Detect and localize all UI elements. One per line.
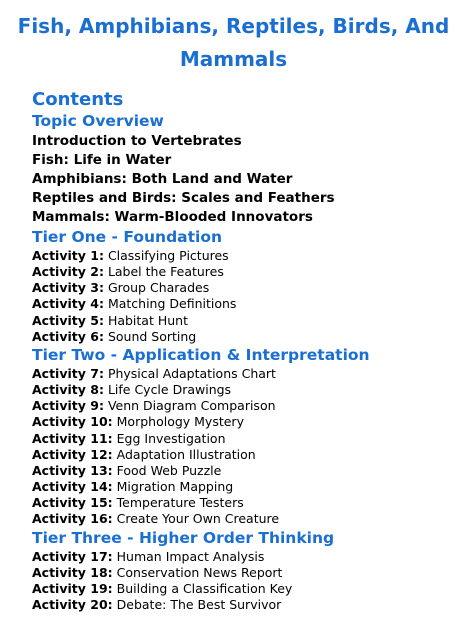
activity-number: Activity 19:	[32, 580, 113, 596]
activity-number: Activity 20:	[32, 596, 113, 612]
document-title-line-1: Fish, Amphibians, Reptiles, Birds, And	[17, 14, 450, 38]
topic-item: Amphibians: Both Land and Water	[32, 171, 293, 187]
activity-item	[32, 313, 462, 329]
activity-item	[32, 463, 462, 479]
activity-number: Activity 10:	[32, 414, 113, 430]
section-heading-tier-one: Tier One - Foundation	[32, 228, 223, 246]
activity-number: Activity 18:	[32, 564, 113, 580]
activity-item	[32, 414, 462, 430]
activity-name: Venn Diagram Comparison	[107, 398, 276, 414]
activity-name: Adaptation Illustration	[116, 446, 256, 462]
topic-item: Fish: Life in Water	[32, 152, 172, 168]
activity-name: Debate: The Best Survivor	[116, 596, 282, 612]
activity-number: Activity 12:	[32, 446, 113, 462]
topic-item: Introduction to Vertebrates	[32, 133, 242, 149]
activity-name: Physical Adaptations Chart	[107, 365, 276, 381]
activity-number: Activity 5:	[32, 312, 104, 328]
activity-number: Activity 16:	[32, 511, 113, 527]
activity-name: Temperature Testers	[116, 495, 244, 511]
activity-number: Activity 3:	[32, 280, 104, 296]
topic-list	[32, 132, 462, 227]
activity-item	[32, 447, 462, 463]
contents-heading: Contents	[32, 89, 124, 110]
activity-name: Life Cycle Drawings	[107, 382, 232, 398]
activity-name: Building a Classification Key	[116, 580, 293, 596]
activity-number: Activity 2:	[32, 264, 104, 280]
activity-item	[32, 366, 462, 382]
activity-number: Activity 7:	[32, 365, 104, 381]
activity-number: Activity 6:	[32, 328, 104, 344]
activity-item	[32, 296, 462, 312]
activity-name: Label the Features	[107, 264, 224, 280]
table-of-contents	[32, 111, 462, 613]
activity-name: Conservation News Report	[116, 564, 283, 580]
activity-number: Activity 15:	[32, 495, 113, 511]
activity-number: Activity 8:	[32, 382, 104, 398]
activity-name: Morphology Mystery	[116, 414, 244, 430]
activity-item	[32, 597, 462, 613]
activity-number: Activity 4:	[32, 296, 104, 312]
tier-two-activity-list	[32, 366, 462, 528]
topic-item: Reptiles and Birds: Scales and Feathers	[32, 190, 335, 206]
activity-item	[32, 479, 462, 495]
activity-name: Create Your Own Creature	[116, 511, 280, 527]
activity-number: Activity 11:	[32, 430, 113, 446]
tier-three-activity-list	[32, 549, 462, 614]
tier-one-activity-list	[32, 248, 462, 345]
activity-name: Matching Definitions	[107, 296, 237, 312]
activity-item	[32, 431, 462, 447]
activity-item	[32, 264, 462, 280]
activity-item	[32, 581, 462, 597]
activity-name: Habitat Hunt	[107, 312, 188, 328]
section-heading-tier-three: Tier Three - Higher Order Thinking	[32, 528, 335, 547]
activity-item	[32, 565, 462, 581]
section-heading-topic-overview: Topic Overview	[32, 112, 164, 130]
activity-name: Migration Mapping	[116, 479, 234, 495]
activity-number: Activity 9:	[32, 398, 104, 414]
activity-item	[32, 398, 462, 414]
activity-item	[32, 382, 462, 398]
activity-number: Activity 13:	[32, 462, 113, 478]
activity-name: Human Impact Analysis	[116, 548, 265, 564]
activity-number: Activity 17:	[32, 548, 113, 564]
activity-item	[32, 495, 462, 511]
activity-item	[32, 511, 462, 527]
topic-item: Mammals: Warm-Blooded Innovators	[32, 209, 313, 225]
activity-name: Classifying Pictures	[107, 248, 229, 263]
activity-number: Activity 14:	[32, 479, 113, 495]
section-heading-tier-two: Tier Two - Application & Interpretation	[32, 345, 370, 364]
activity-item	[32, 329, 462, 345]
activity-item	[32, 549, 462, 565]
activity-name: Sound Sorting	[107, 328, 197, 344]
activity-number: Activity 1:	[32, 248, 104, 263]
activity-name: Egg Investigation	[116, 430, 226, 446]
activity-name: Food Web Puzzle	[116, 462, 222, 478]
document-title	[0, 10, 467, 76]
activity-item	[32, 248, 462, 264]
document-title-line-2: Mammals	[179, 47, 288, 71]
activity-item	[32, 280, 462, 296]
activity-name: Group Charades	[107, 280, 210, 296]
